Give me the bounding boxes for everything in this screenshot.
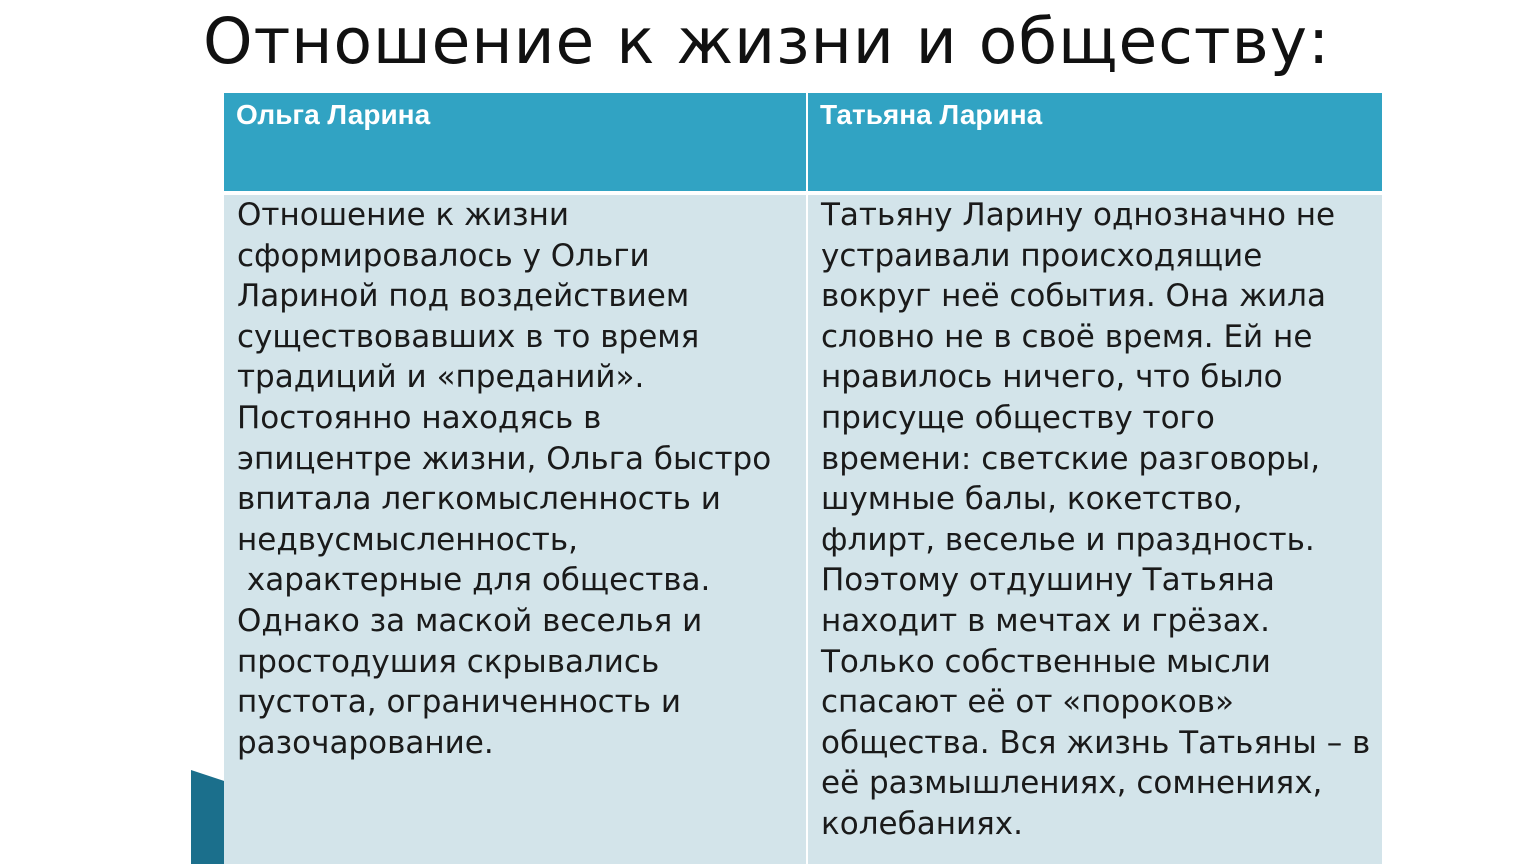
tatyana-description-text: Татьяну Ларину однозначно не устраивали происходящие вокруг неё события. Она жила словно не в своё время. Ей не нравилось ничего, что было присуще обществу того времени: светские разговоры, шумные балы, кокетство, флирт, веселье и праздность. Поэтому отдушину Татьяна находит в мечтах и грёзах. Только собственные мысли спасают её от «пороков» общества. Вся жизнь Татьяны – в её размышлениях, сомнениях, колебаниях. [821,197,1371,842]
column-divider [806,93,808,864]
table-header-row [224,93,1382,191]
header-cell-tatyana [808,93,1382,191]
decorative-accent-shape [191,770,225,864]
header-cell-olga [224,93,806,191]
column-header-tatyana: Татьяна Ларина [820,99,1043,130]
olga-description-text: Отношение к жизни сформировалось у Ольги Лариной под воздействием существовавших в то время традиций и «преданий». Постоянно находясь в эпицентре жизни, Ольга быстро впитала легкомысленность и недвусмысленность, характерные для общества. Однако за маской веселья и простодушия скрывались пустота, ограниченность и разочарование. [237,197,772,761]
slide-title: Отношение к жизни и обществу: [203,5,1331,78]
column-header-olga: Ольга Ларина [236,99,431,130]
comparison-table [224,93,1382,864]
